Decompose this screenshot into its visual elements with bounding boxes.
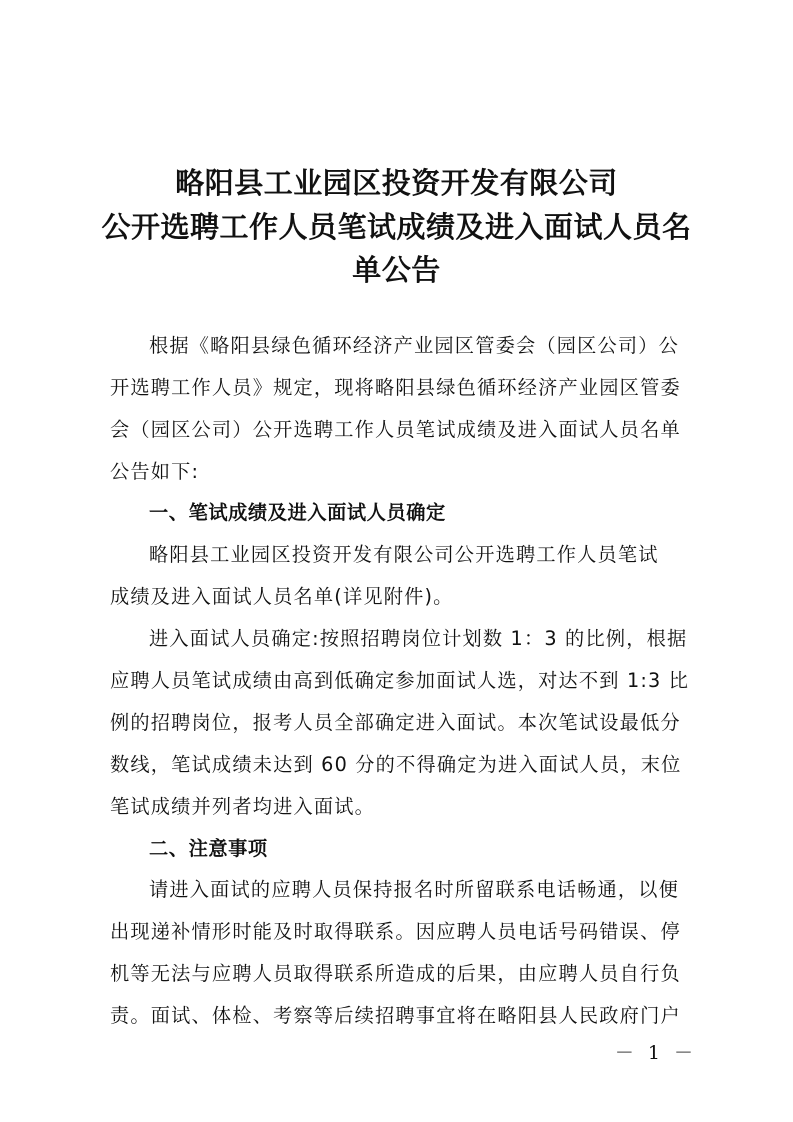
document-title-line-3: 单公告 [352,253,441,287]
paragraph-4-line-4: 责。面试、体检、考察等后续招聘事宜将在略阳县人民政府门户 [110,1004,681,1027]
paragraph-4-line-3: 机等无法与应聘人员取得联系所造成的后果，由应聘人员自行负 [110,962,681,985]
document-title-line-2: 公开选聘工作人员笔试成绩及进入面试人员名 [101,210,692,244]
paragraph-1-line-1: 根据《略阳县绿色循环经济产业园区管委会（园区公司）公 [149,334,680,357]
paragraph-1-line-2: 开选聘工作人员》规定，现将略阳县绿色循环经济产业园区管委 [110,376,681,399]
paragraph-4-line-1: 请进入面试的应聘人员保持报名时所留联系电话畅通，以便 [149,878,680,901]
paragraph-1-line-3: 会（园区公司）公开选聘工作人员笔试成绩及进入面试人员名单 [110,418,681,441]
paragraph-2-line-2: 成绩及进入面试人员名单(详见附件)。 [110,585,454,608]
paragraph-2-line-1: 略阳县工业园区投资开发有限公司公开选聘工作人员笔试 [149,543,659,566]
paragraph-4-line-2: 出现递补情形时能及时取得联系。因应聘人员电话号码错误、停 [110,920,681,943]
paragraph-3-line-3: 例的招聘岗位，报考人员全部确定进入面试。本次笔试设最低分 [110,711,681,734]
paragraph-3-line-4: 数线，笔试成绩未达到 60 分的不得确定为进入面试人员，末位 [110,753,682,776]
section-1-heading: 一、笔试成绩及进入面试人员确定 [149,501,446,524]
paragraph-3-line-1: 进入面试人员确定:按照招聘岗位计划数 1：3 的比例，根据 [149,627,688,650]
paragraph-3-line-2: 应聘人员笔试成绩由高到低确定参加面试人选，对达不到 1:3 比 [110,669,690,692]
section-2-heading: 二、注意事项 [149,837,268,860]
paragraph-3-line-5: 笔试成绩并列者均进入面试。 [110,795,376,818]
paragraph-1-line-4: 公告如下: [110,460,200,483]
document-title-line-1: 略阳县工业园区投资开发有限公司 [175,166,618,200]
page-number: － 1 － [614,1042,697,1064]
